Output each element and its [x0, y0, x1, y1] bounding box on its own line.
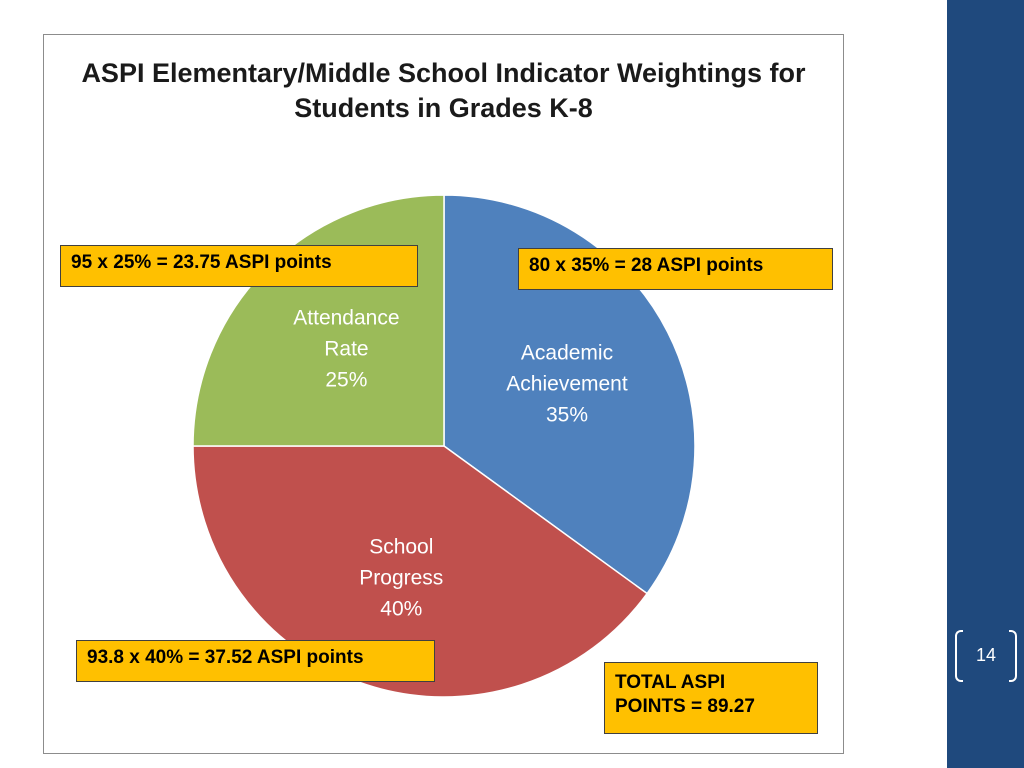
- total-points-line1: TOTAL ASPI: [615, 672, 726, 693]
- chart-title: ASPI Elementary/Middle School Indicator Weightings for Students in Grades K-8: [81, 58, 806, 123]
- academic-points-callout: 80 x 35% = 28 ASPI points: [518, 248, 833, 290]
- pie-category-label: School: [369, 535, 434, 559]
- pie-category-label: Academic: [520, 341, 614, 365]
- pie-category-label: Achievement: [506, 372, 628, 396]
- attendance-points-callout: 95 x 25% = 23.75 ASPI points: [60, 245, 418, 287]
- progress-points-callout: 93.8 x 40% = 37.52 ASPI points: [76, 640, 435, 682]
- pie-value-label: 40%: [380, 597, 423, 621]
- pie-value-label: 35%: [545, 403, 589, 427]
- total-points-callout: [604, 662, 818, 734]
- total-points-line2: POINTS = 89.27: [615, 696, 755, 717]
- pie-category-label: Rate: [324, 337, 369, 361]
- pie-category-label: Progress: [359, 566, 444, 590]
- page-number: 14: [975, 645, 997, 665]
- pie-value-label: 25%: [325, 368, 368, 392]
- pie-category-label: Attendance: [293, 306, 400, 330]
